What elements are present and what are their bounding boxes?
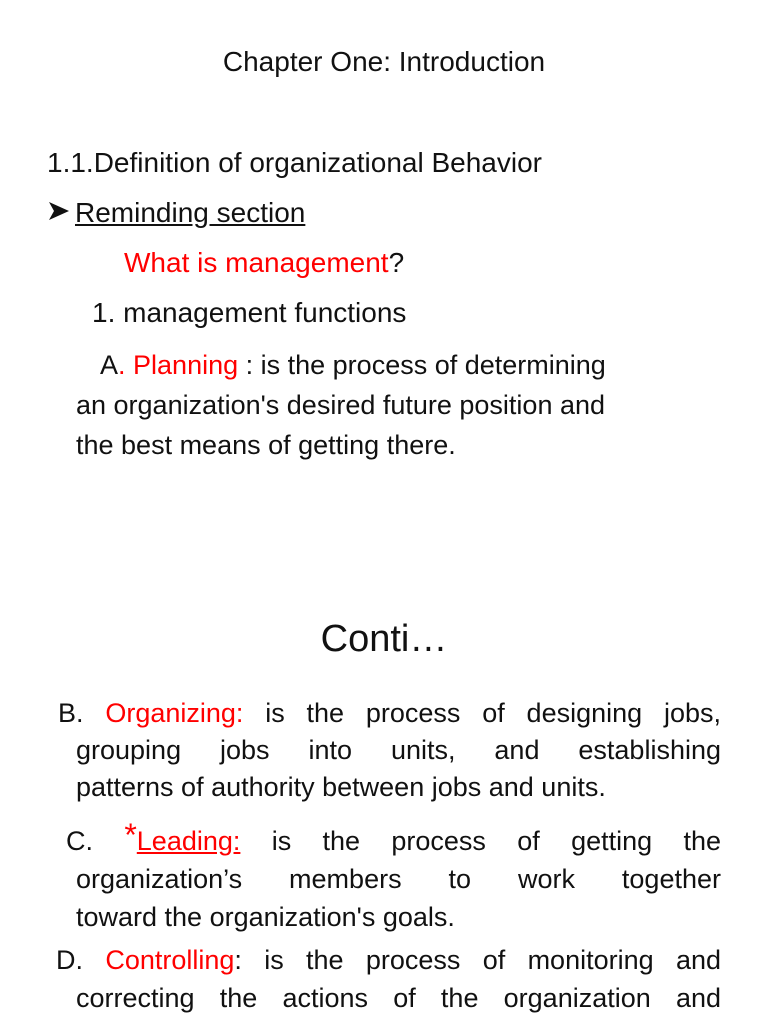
organizing-line-2: grouping jobs into units, and establishing xyxy=(76,735,721,765)
section-heading: 1.1.Definition of organizational Behavior xyxy=(47,147,542,178)
organizing-paragraph xyxy=(58,695,721,806)
controlling-line-2: correcting the actions of the organization and xyxy=(76,983,721,1013)
organizing-prefix: B. xyxy=(58,698,106,728)
leading-line-2: organization’s members to work together xyxy=(76,864,721,894)
leading-paragraph xyxy=(66,817,721,936)
organizing-definition: is the process of designing jobs, xyxy=(243,698,721,728)
question-text: What is management xyxy=(124,247,389,278)
planning-line-3: the best means of getting there. xyxy=(76,430,456,460)
organizing-line-1 xyxy=(58,695,721,732)
reminding-label: Reminding section xyxy=(75,197,306,228)
asterisk-icon: * xyxy=(124,817,137,853)
planning-term: . Planning xyxy=(118,350,239,380)
organizing-line-3: patterns of authority between jobs and units. xyxy=(76,772,606,802)
planning-line-2: an organization's desired future position and xyxy=(76,390,606,420)
reminding-section xyxy=(47,196,305,230)
leading-definition: is the process of getting the xyxy=(240,826,721,856)
planning-line-1 xyxy=(76,345,716,385)
planning-paragraph xyxy=(76,345,716,465)
planning-definition: : is the process of determining xyxy=(238,350,606,380)
arrow-bullet-icon xyxy=(47,196,75,230)
management-question xyxy=(124,246,404,280)
leading-prefix: C. xyxy=(66,826,125,856)
chapter-title: Chapter One: Introduction xyxy=(222,46,546,77)
leading-line-3: toward the organization's goals. xyxy=(76,902,455,932)
controlling-definition: : is the process of monitoring and xyxy=(234,945,721,975)
controlling-paragraph xyxy=(56,941,721,1017)
question-mark: ? xyxy=(388,247,405,278)
continued-title: Conti… xyxy=(320,618,448,660)
controlling-line-1 xyxy=(56,941,721,979)
organizing-term: Organizing: xyxy=(105,698,244,728)
controlling-term: Controlling xyxy=(105,945,235,975)
controlling-prefix: D. xyxy=(56,945,106,975)
leading-line-1 xyxy=(66,817,721,860)
leading-term: Leading: xyxy=(136,826,241,856)
planning-prefix: A xyxy=(100,350,119,380)
functions-heading: 1. management functions xyxy=(92,297,407,328)
